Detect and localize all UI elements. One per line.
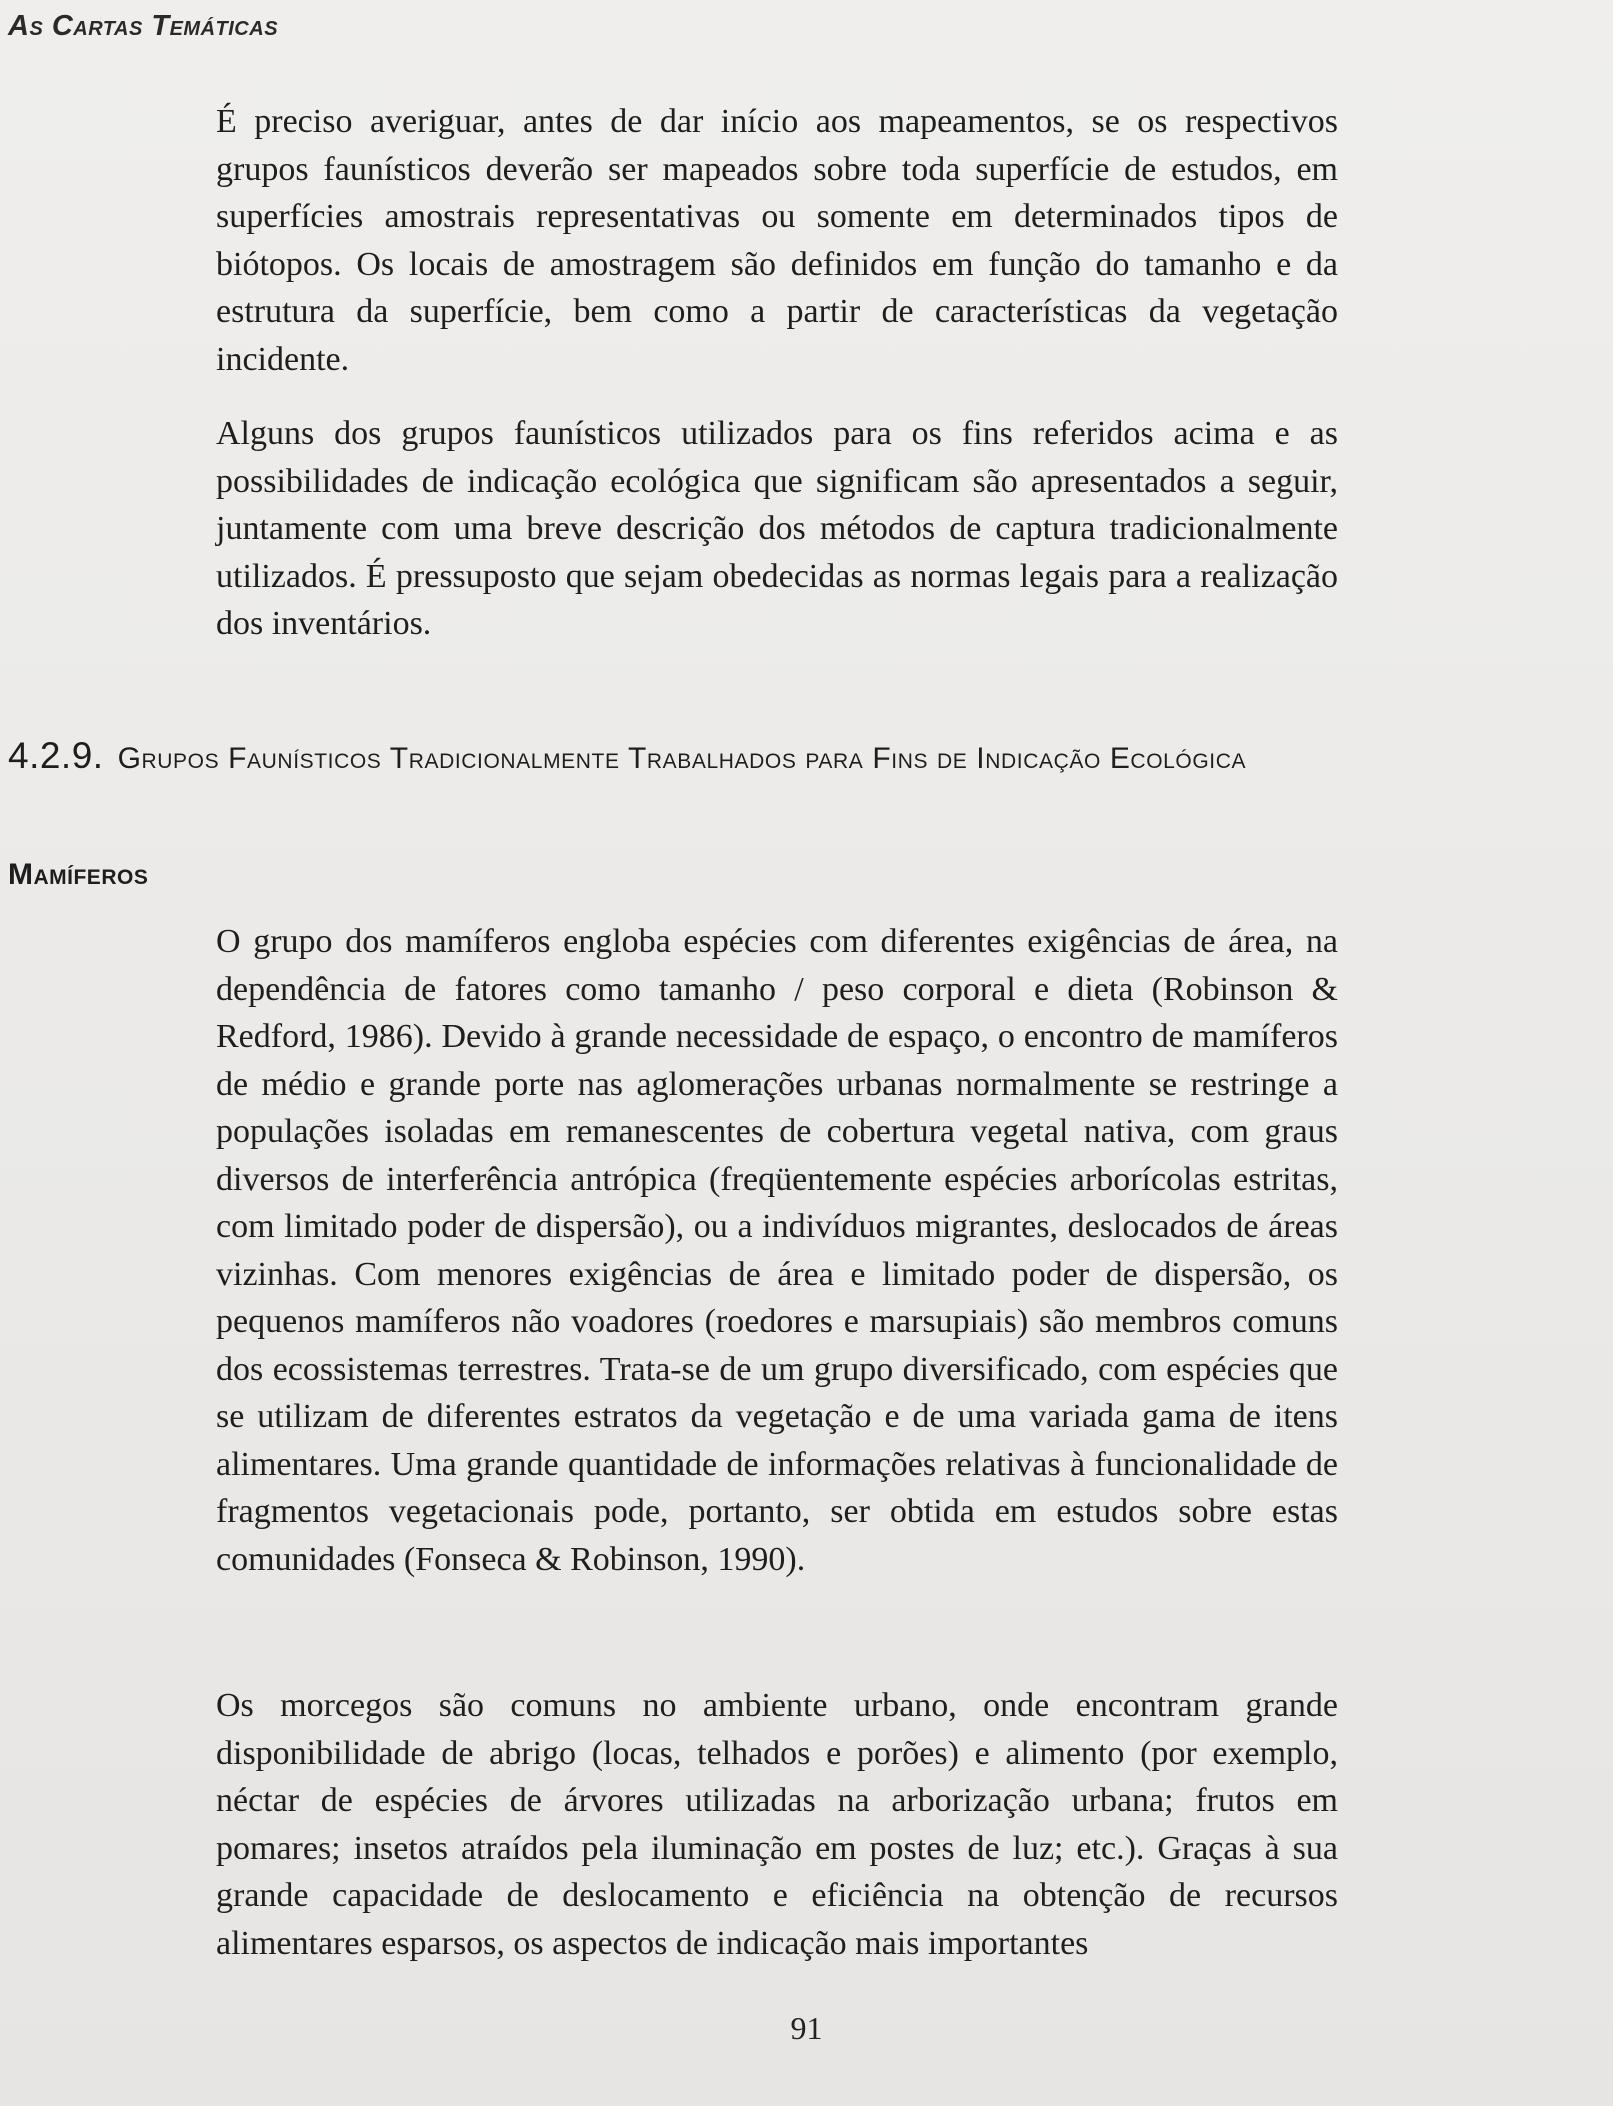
paragraph-fauna-groups: Alguns dos grupos faunísticos utilizados para os fins referidos acima e as possibilidades de indicação ecológica que significam são apresentados a seguir, juntamente com uma breve descrição dos métodos de captura tradicionalmente utilizados. É pressuposto que sejam obedecidas as normas legais para a realização dos inventários. [216, 415, 1338, 642]
section-number: 4.2.9. [8, 735, 104, 776]
section-heading [8, 733, 1348, 782]
paragraph-mammals: O grupo dos mamíferos engloba espécies com diferentes exigências de área, na dependência de fatores como tamanho / peso corporal e dieta (Robinson & Redford, 1986). Devido à grande necessidade de espaço, o encontro de mamíferos de médio e grande porte nas aglomerações urbanas normalmente se restringe a populações isoladas em remanescentes de cobertura vegetal nativa, com graus diversos de interferência antrópica (freqüentemente espécies arborícolas estritas, com limitado poder de dispersão), ou a indivíduos migrantes, deslocados de áreas vizinhas. Com menores exigências de área e limitado poder de dispersão, os pequenos mamíferos não voadores (roedores e marsupiais) são membros comuns dos ecossistemas terrestres. Trata-se de um grupo diversificado, com espécies que se utilizam de diferentes estratos da vegetação e de uma variada gama de itens alimentares. Uma grande quantidade de informações relativas à funcionalidade de fragmentos vegetacionais pode, portanto, ser obtida em estudos sobre estas comunidades (Fonseca & Robinson, 1990). [216, 923, 1338, 1578]
subheading-mammals: Mamíferos [8, 858, 149, 891]
paragraph-bats: Os morcegos são comuns no ambiente urbano, onde encontram grande disponibilidade de abrigo (locas, telhados e porões) e alimento (por exemplo, néctar de espécies de árvores utilizadas na arborização urbana; frutos em pomares; insetos atraídos pela iluminação em postes de luz; etc.). Graças à sua grande capacidade de deslocamento e eficiência na obtenção de recursos alimentares esparsos, os aspectos de indicação mais importantes [216, 1687, 1338, 1962]
running-head: As Cartas Temáticas [8, 10, 279, 42]
page-number: 91 [790, 2010, 823, 2046]
paragraph-sampling: É preciso averiguar, antes de dar início aos mapeamentos, se os respectivos grupos faunísticos deverão ser mapeados sobre toda superfície de estudos, em superfícies amostrais representativas ou somente em determinados tipos de biótopos. Os locais de amostragem são definidos em função do tamanho e da estrutura da superfície, bem como a partir de características da vegetação incidente. [216, 103, 1338, 378]
section-title: Grupos Faunísticos Tradicionalmente Trabalhados para Fins de Indicação Ecológica [117, 742, 1247, 775]
